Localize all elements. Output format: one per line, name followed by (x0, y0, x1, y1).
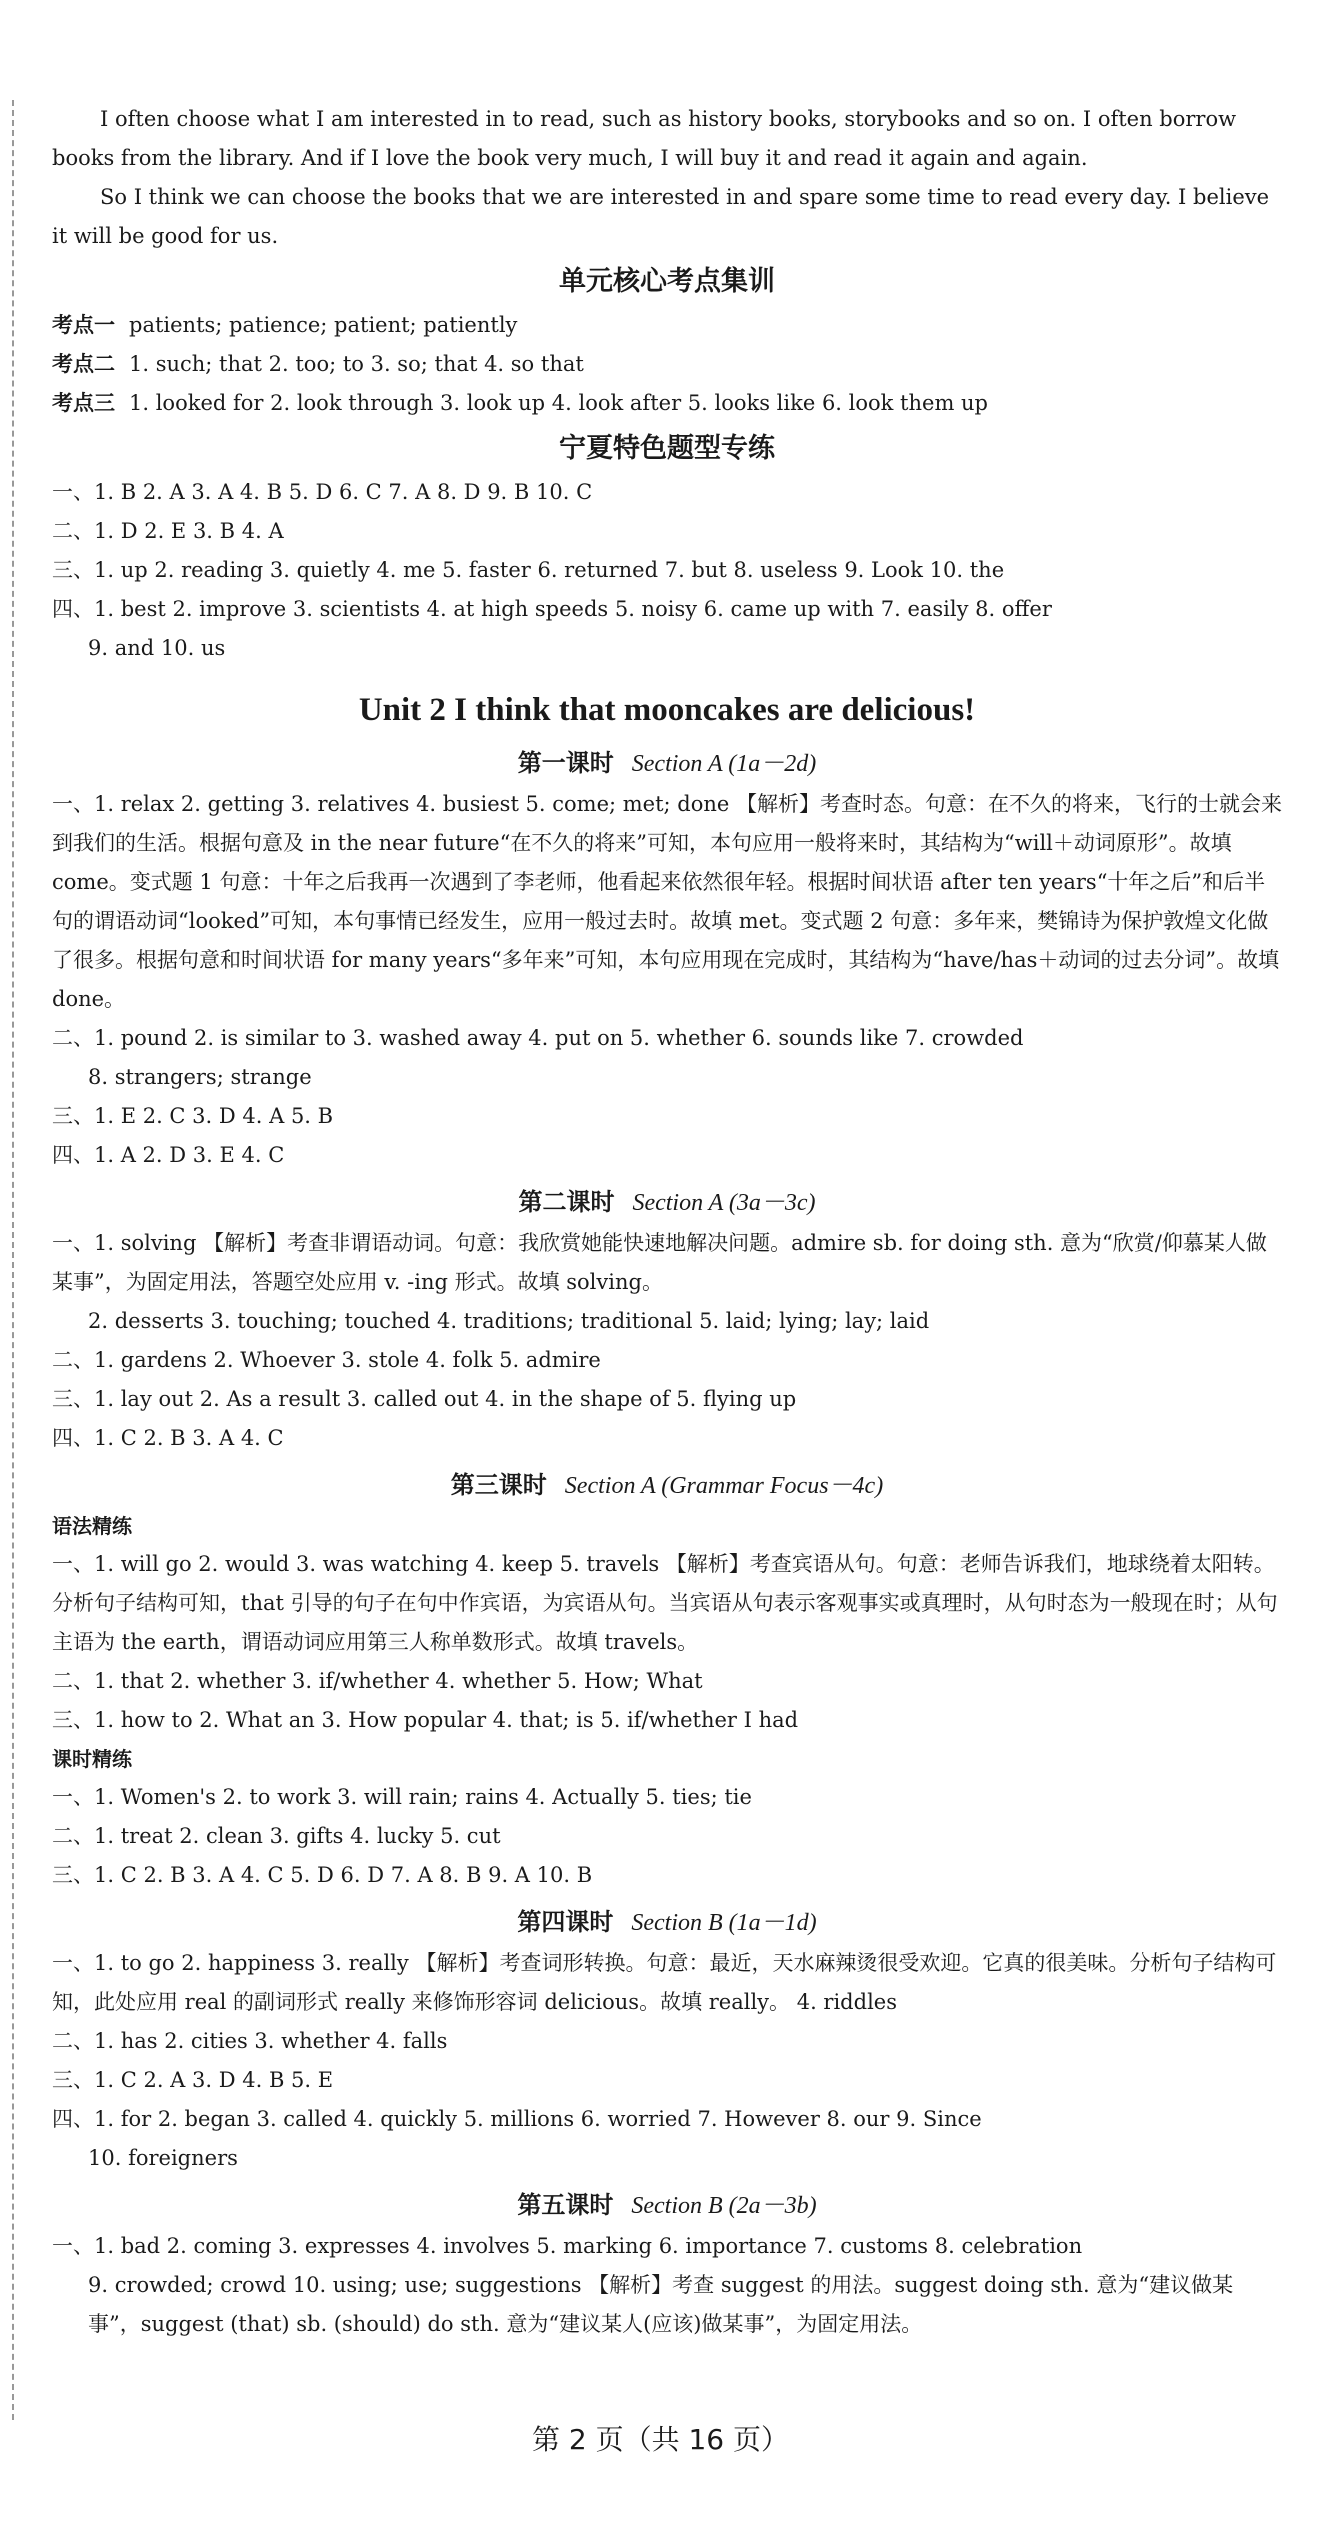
binding-margin-rule (12, 100, 14, 2420)
essay-paragraph-1: I often choose what I am interested in to read, such as history books, storybooks and so on. I often borrow books from the library. And if I love the book very much, I will buy it and read it again and again. (52, 107, 1237, 170)
lesson-4-part-1: 一、1. to go 2. happiness 3. really 【解析】考查词形转换。句意：最近，天水麻辣烫很受欢迎。它真的很美味。分析句子结构可知，此处应用 real 的副词形式 really 来修饰形容词 delicious。故填 really。 4. riddles (52, 1951, 1277, 2014)
lesson-3-practice-1: 一、1. Women's 2. to work 3. will rain; rains 4. Actually 5. ties; tie (52, 1785, 752, 1809)
lesson-label: 第五课时 (517, 2191, 614, 2219)
kaodian-label: 考点三 (52, 391, 115, 415)
kaodian-answers: 1. such; that 2. too; to 3. so; that 4. so that (129, 352, 584, 376)
lesson-3-title (52, 1464, 1282, 1507)
lesson-5-title (52, 2184, 1282, 2227)
kaodian-label: 考点一 (52, 313, 115, 337)
lesson-1-part-1: 一、1. relax 2. getting 3. relatives 4. busiest 5. come; met; done 【解析】考查时态。句意：在不久的将来，飞行的士就会来到我们的生活。根据句意及 in the near future“在不久的将来”可知，本句应用一般将来时，其结构为“will＋动词原形”。故填 come。变式题 1 句意：十年之后我再一次遇到了李老师，他看起来依然很年轻。根据时间状语 after ten years“十年之后”和后半句的谓语动词“looked”可知，本句事情已经发生，应用一般过去时。故填 met。变式题 2 句意：多年来，樊锦诗为保护敦煌文化做了很多。根据句意和时间状语 for many years“多年来”可知，本句应用现在完成时，其结构为“have/has＋动词的过去分词”。故填 done。 (52, 792, 1283, 1011)
kaodian-answers: 1. looked for 2. look through 3. look up 4. look after 5. looks like 6. look them up (129, 391, 989, 415)
ningxia-row: 9. and 10. us (88, 636, 226, 660)
lesson-1-title (52, 742, 1282, 785)
lesson-practice-label: 课时精练 (52, 1747, 132, 1771)
kaodian-row-3 (52, 384, 1282, 423)
lesson-4-title (52, 1901, 1282, 1944)
lesson-3-part-2: 二、1. that 2. whether 3. if/whether 4. whether 5. How; What (52, 1669, 703, 1693)
lesson-2-part-1: 一、1. solving 【解析】考查非谓语动词。句意：我欣赏她能快速地解决问题。admire sb. for doing sth. 意为“欣赏/仰慕某人做某事”，为固定用法，答题空处应用 v. -ing 形式。故填 solving。 (52, 1231, 1267, 1294)
lesson-3-part-1: 一、1. will go 2. would 3. was watching 4. keep 5. travels 【解析】考查宾语从句。句意：老师告诉我们，地球绕着太阳转。分析句子结构可知，that 引导的句子在句中作宾语，为宾语从句。当宾语从句表示客观事实或真理时，从句时态为一般现在时；从句主语为 the earth，谓语动词应用第三人称单数形式。故填 travels。 (52, 1552, 1278, 1654)
section-label: Section B (2a－3b) (631, 2193, 817, 2219)
page-content (52, 100, 1282, 2344)
section-label: Section A (1a－2d) (631, 751, 817, 777)
lesson-4-part-3: 三、1. C 2. A 3. D 4. B 5. E (52, 2068, 334, 2092)
lesson-label: 第三课时 (450, 1471, 547, 1499)
kaodian-label: 考点二 (52, 352, 115, 376)
lesson-5-part-1-cont: 9. crowded; crowd 10. using; use; suggestions 【解析】考查 suggest 的用法。suggest doing sth. 意为“建议做某事”，suggest (that) sb. (should) do sth. 意为“建议某人(应该)做某事”，为固定用法。 (88, 2273, 1234, 2336)
ningxia-row: 四、1. best 2. improve 3. scientists 4. at high speeds 5. noisy 6. came up with 7. easily 8. offer (52, 597, 1052, 621)
lesson-4-part-2: 二、1. has 2. cities 3. whether 4. falls (52, 2029, 448, 2053)
lesson-1-part-2: 二、1. pound 2. is similar to 3. washed away 4. put on 5. whether 6. sounds like 7. crowded (52, 1026, 1024, 1050)
ningxia-heading: 宁夏特色题型专练 (559, 433, 775, 464)
lesson-2-part-4: 四、1. C 2. B 3. A 4. C (52, 1426, 284, 1450)
page-footer: 第 2 页（共 16 页） (531, 2423, 790, 2456)
lesson-1-part-2-cont: 8. strangers; strange (88, 1065, 312, 1089)
unit-core-heading: 单元核心考点集训 (559, 266, 775, 297)
lesson-2-part-2: 二、1. gardens 2. Whoever 3. stole 4. folk 5. admire (52, 1348, 601, 1372)
kaodian-row-2 (52, 345, 1282, 384)
ningxia-row: 三、1. up 2. reading 3. quietly 4. me 5. faster 6. returned 7. but 8. useless 9. Look 10. the (52, 558, 1005, 582)
essay-paragraph-2: So I think we can choose the books that we are interested in and spare some time to read every day. I believe it will be good for us. (52, 185, 1270, 248)
lesson-3-practice-3: 三、1. C 2. B 3. A 4. C 5. D 6. D 7. A 8. B 9. A 10. B (52, 1863, 593, 1887)
lesson-3-practice-2: 二、1. treat 2. clean 3. gifts 4. lucky 5. cut (52, 1824, 501, 1848)
lesson-label: 第四课时 (517, 1908, 614, 1936)
section-label: Section A (Grammar Focus－4c) (564, 1473, 884, 1499)
kaodian-row-1 (52, 306, 1282, 345)
lesson-4-part-4-cont: 10. foreigners (88, 2146, 238, 2170)
lesson-2-part-1-cont: 2. desserts 3. touching; touched 4. traditions; traditional 5. laid; lying; lay; laid (88, 1309, 930, 1333)
ningxia-row: 一、1. B 2. A 3. A 4. B 5. D 6. C 7. A 8. D 9. B 10. C (52, 480, 593, 504)
lesson-3-part-3: 三、1. how to 2. What an 3. How popular 4. that; is 5. if/whether I had (52, 1708, 799, 1732)
kaodian-answers: patients; patience; patient; patiently (129, 313, 518, 337)
lesson-1-part-4: 四、1. A 2. D 3. E 4. C (52, 1143, 285, 1167)
grammar-practice-label: 语法精练 (52, 1514, 132, 1538)
lesson-label: 第一课时 (517, 749, 614, 777)
lesson-1-part-3: 三、1. E 2. C 3. D 4. A 5. B (52, 1104, 334, 1128)
unit-2-title: Unit 2 I think that mooncakes are delicious! (358, 692, 976, 728)
lesson-label: 第二课时 (518, 1188, 615, 1216)
lesson-5-part-1: 一、1. bad 2. coming 3. expresses 4. involves 5. marking 6. importance 7. customs 8. celebration (52, 2234, 1083, 2258)
lesson-2-title (52, 1181, 1282, 1224)
section-label: Section B (1a－1d) (631, 1910, 817, 1936)
section-label: Section A (3a－3c) (632, 1190, 816, 1216)
lesson-4-part-4: 四、1. for 2. began 3. called 4. quickly 5. millions 6. worried 7. However 8. our 9. Since (52, 2107, 982, 2131)
lesson-2-part-3: 三、1. lay out 2. As a result 3. called out 4. in the shape of 5. flying up (52, 1387, 797, 1411)
ningxia-row: 二、1. D 2. E 3. B 4. A (52, 519, 284, 543)
